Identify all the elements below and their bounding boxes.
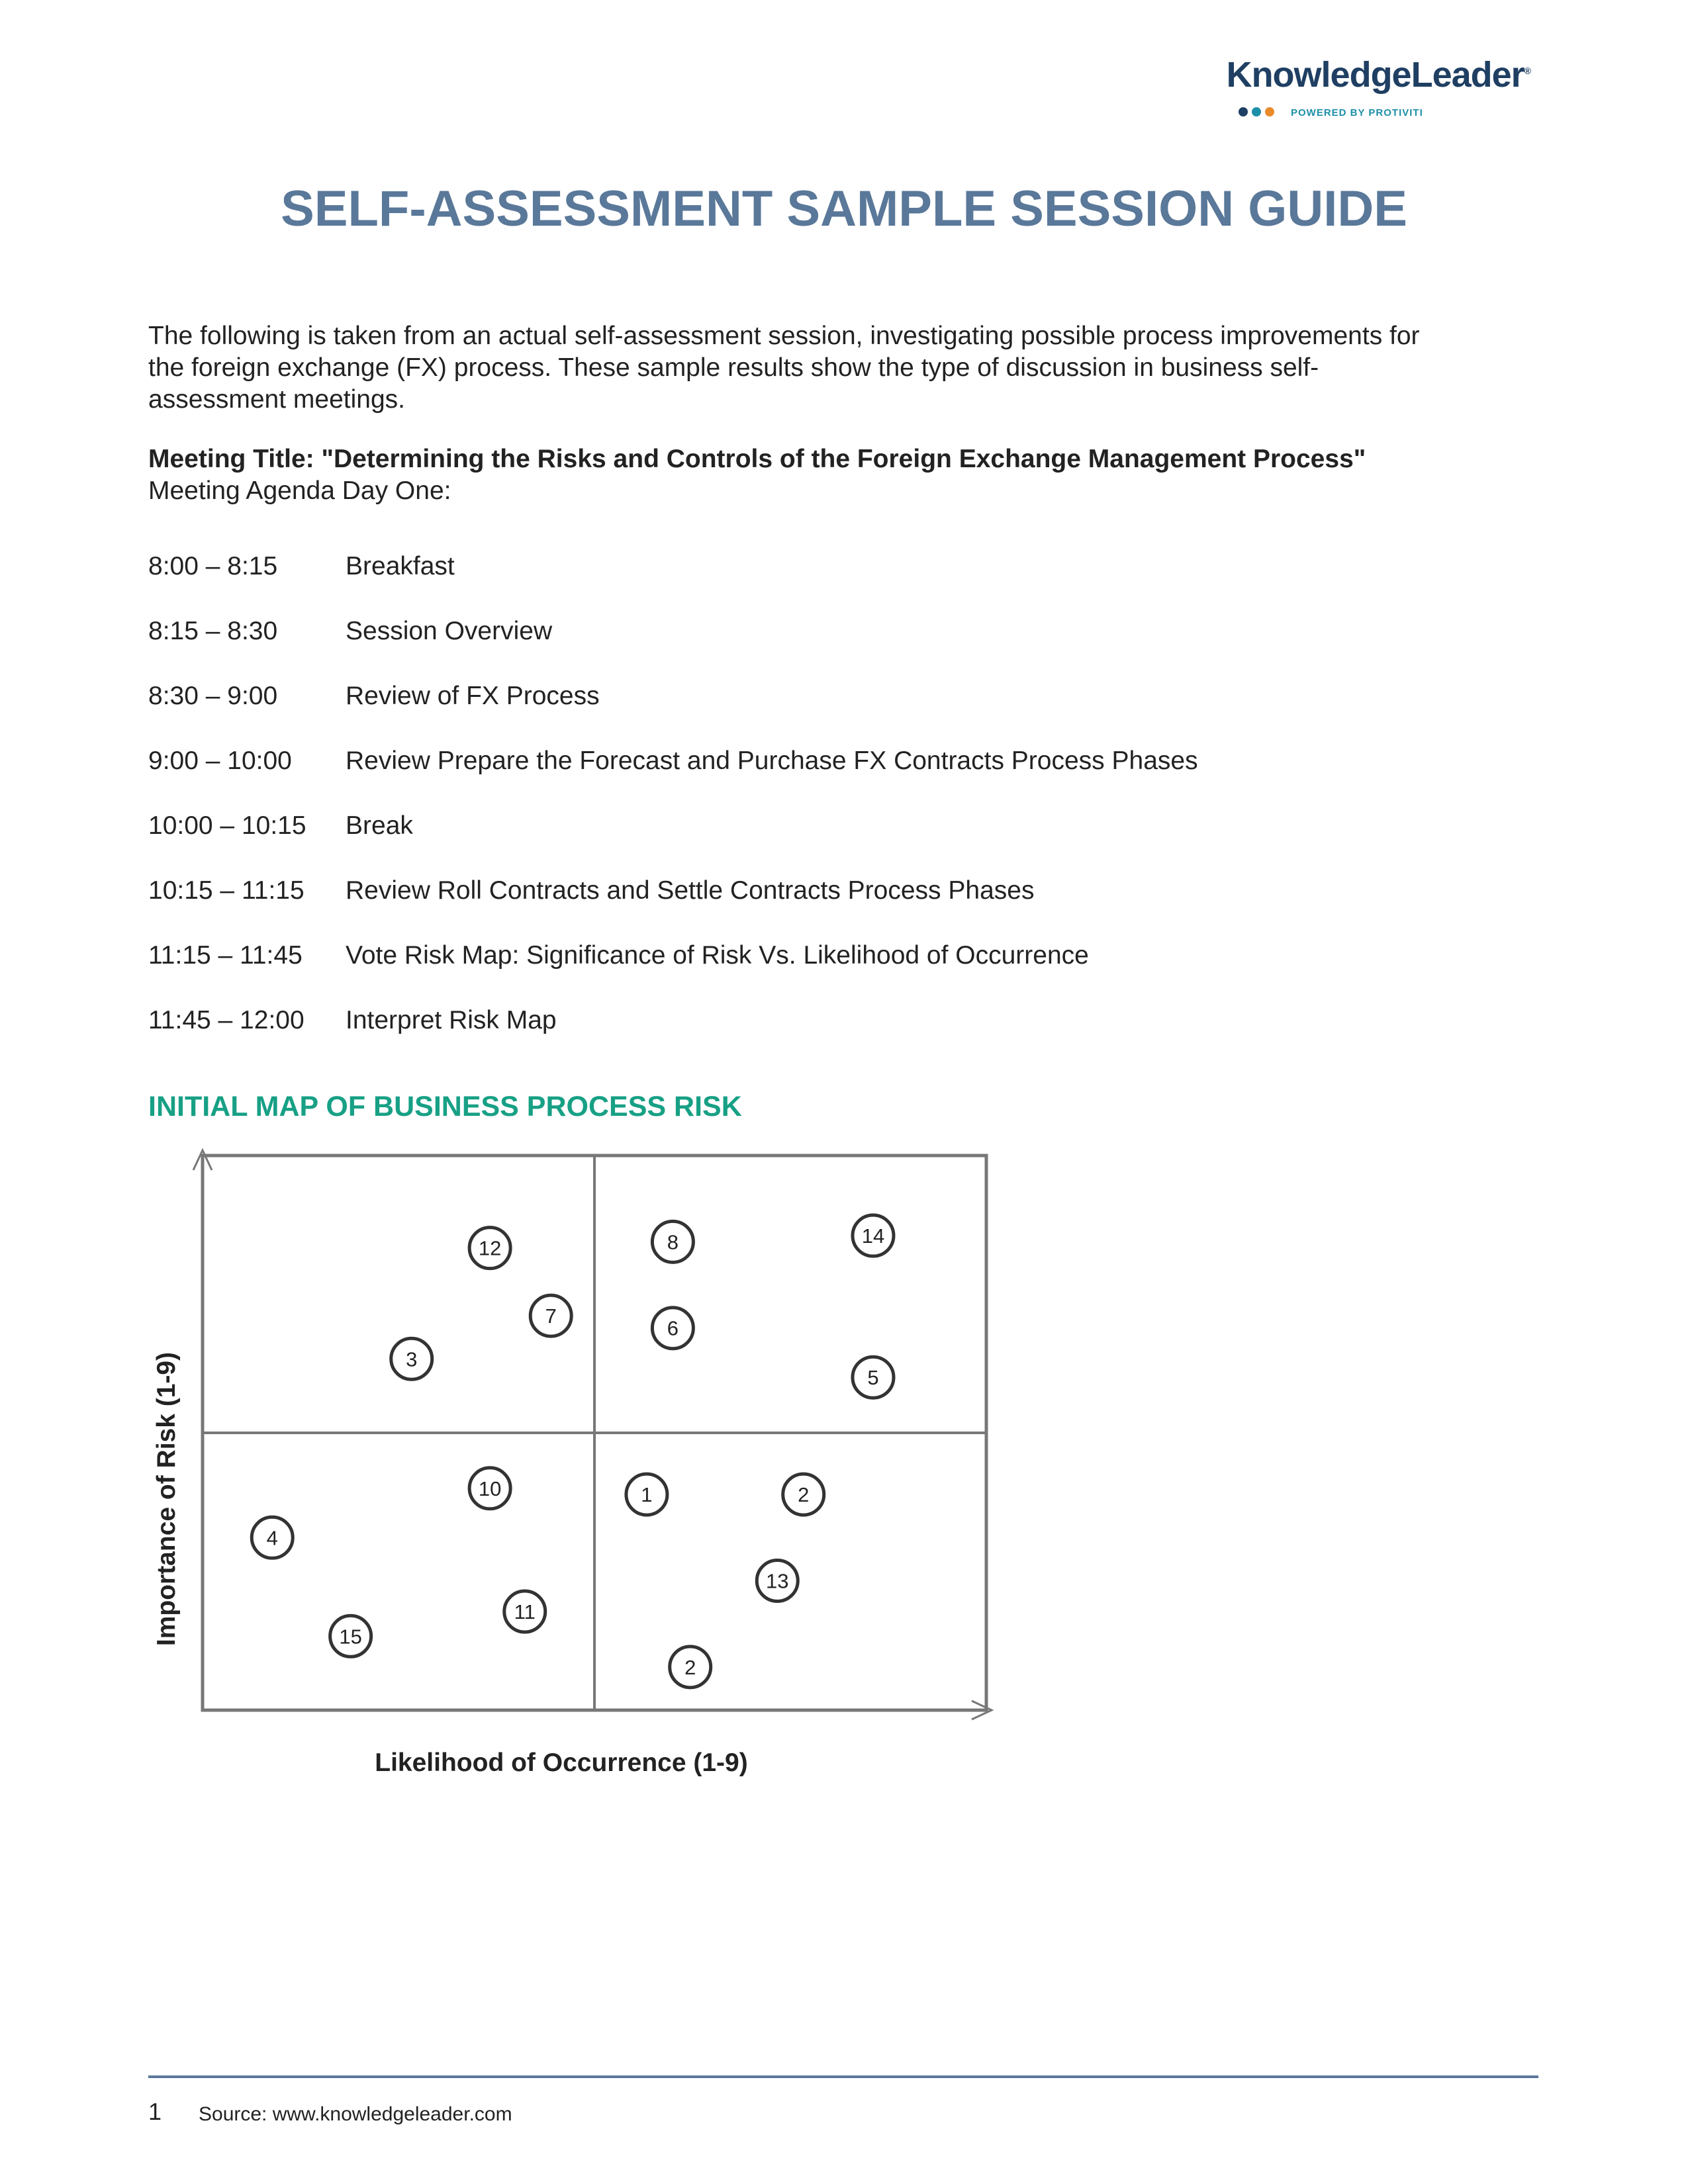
agenda-item: Review Roll Contracts and Settle Contracts Process Phases [346,876,1035,905]
risk-point-label: 2 [798,1483,810,1507]
risk-point-label: 13 [766,1569,789,1593]
agenda-item: Interpret Risk Map [346,1006,557,1034]
x-axis-label: Likelihood of Occurrence (1-9) [375,1749,748,1777]
risk-point [469,1468,510,1509]
risk-point [252,1517,293,1558]
intro-line: the foreign exchange (FX) process. These sample results show the type of discussion in business self- [148,353,1319,382]
section-title: INITIAL MAP OF BUSINESS PROCESS RISK [148,1091,742,1122]
risk-point-label: 2 [684,1655,696,1679]
risk-point [853,1357,894,1398]
brand-name: KnowledgeLeader® [1226,55,1530,95]
agenda-heading: Meeting Agenda Day One: [148,477,451,505]
meeting-title: Meeting Title: "Determining the Risks and Controls of the Foreign Exchange Management Process" [148,445,1366,473]
risk-point-label: 3 [406,1347,418,1371]
risk-point [757,1560,798,1601]
agenda-time: 10:15 – 11:15 [148,876,305,905]
risk-point [853,1215,894,1256]
agenda-item: Review of FX Process [346,682,600,710]
risk-point-label: 12 [478,1236,502,1260]
risk-point [469,1228,510,1269]
intro-line: The following is taken from an actual self-assessment session, investigating possible process improvements for [148,322,1420,350]
source-line: Source: www.knowledgeleader.com [199,2103,512,2125]
agenda-time: 8:15 – 8:30 [148,617,278,645]
agenda-item: Breakfast [346,552,455,580]
agenda-item: Session Overview [346,617,553,645]
page-title: SELF-ASSESSMENT SAMPLE SESSION GUIDE [281,181,1407,237]
brand-tagline: POWERED BY PROTIVITI [1291,107,1423,118]
risk-point-label: 8 [667,1230,679,1254]
risk-point-label: 11 [514,1600,536,1624]
risk-point [391,1338,432,1379]
agenda-time: 11:45 – 12:00 [148,1006,305,1034]
risk-point-label: 15 [339,1625,362,1649]
risk-point [626,1474,667,1515]
risk-point-label: 4 [266,1526,278,1550]
risk-point [783,1474,824,1515]
agenda-time: 9:00 – 10:00 [148,747,292,775]
risk-point [652,1308,693,1349]
risk-point [652,1221,693,1262]
intro-line: assessment meetings. [148,385,406,414]
brand-logo [1186,54,1530,127]
risk-point-label: 10 [478,1477,502,1500]
risk-point-label: 6 [667,1316,679,1340]
intro-paragraph [148,320,1538,416]
risk-point-label: 14 [861,1224,885,1248]
agenda-item: Review Prepare the Forecast and Purchase FX Contracts Process Phases [346,747,1198,775]
agenda-item: Break [346,811,413,840]
risk-point [330,1615,371,1657]
risk-point [530,1295,571,1336]
agenda-item: Vote Risk Map: Significance of Risk Vs. Likelihood of Occurrence [346,941,1089,970]
risk-point [504,1591,545,1632]
page-number: 1 [148,2098,162,2125]
risk-point [670,1647,711,1688]
agenda-time: 8:00 – 8:15 [148,552,278,580]
brand-dots-icon [1238,106,1278,118]
agenda-time: 11:15 – 11:45 [148,941,303,970]
y-axis-label: Importance of Risk (1-9) [152,1351,181,1647]
risk-point-label: 1 [641,1483,653,1507]
footer-divider [148,2075,1538,2078]
risk-point-label: 5 [867,1366,879,1390]
risk-point-label: 7 [545,1304,557,1328]
agenda-time: 10:00 – 10:15 [148,811,306,840]
agenda-time: 8:30 – 9:00 [148,682,278,710]
